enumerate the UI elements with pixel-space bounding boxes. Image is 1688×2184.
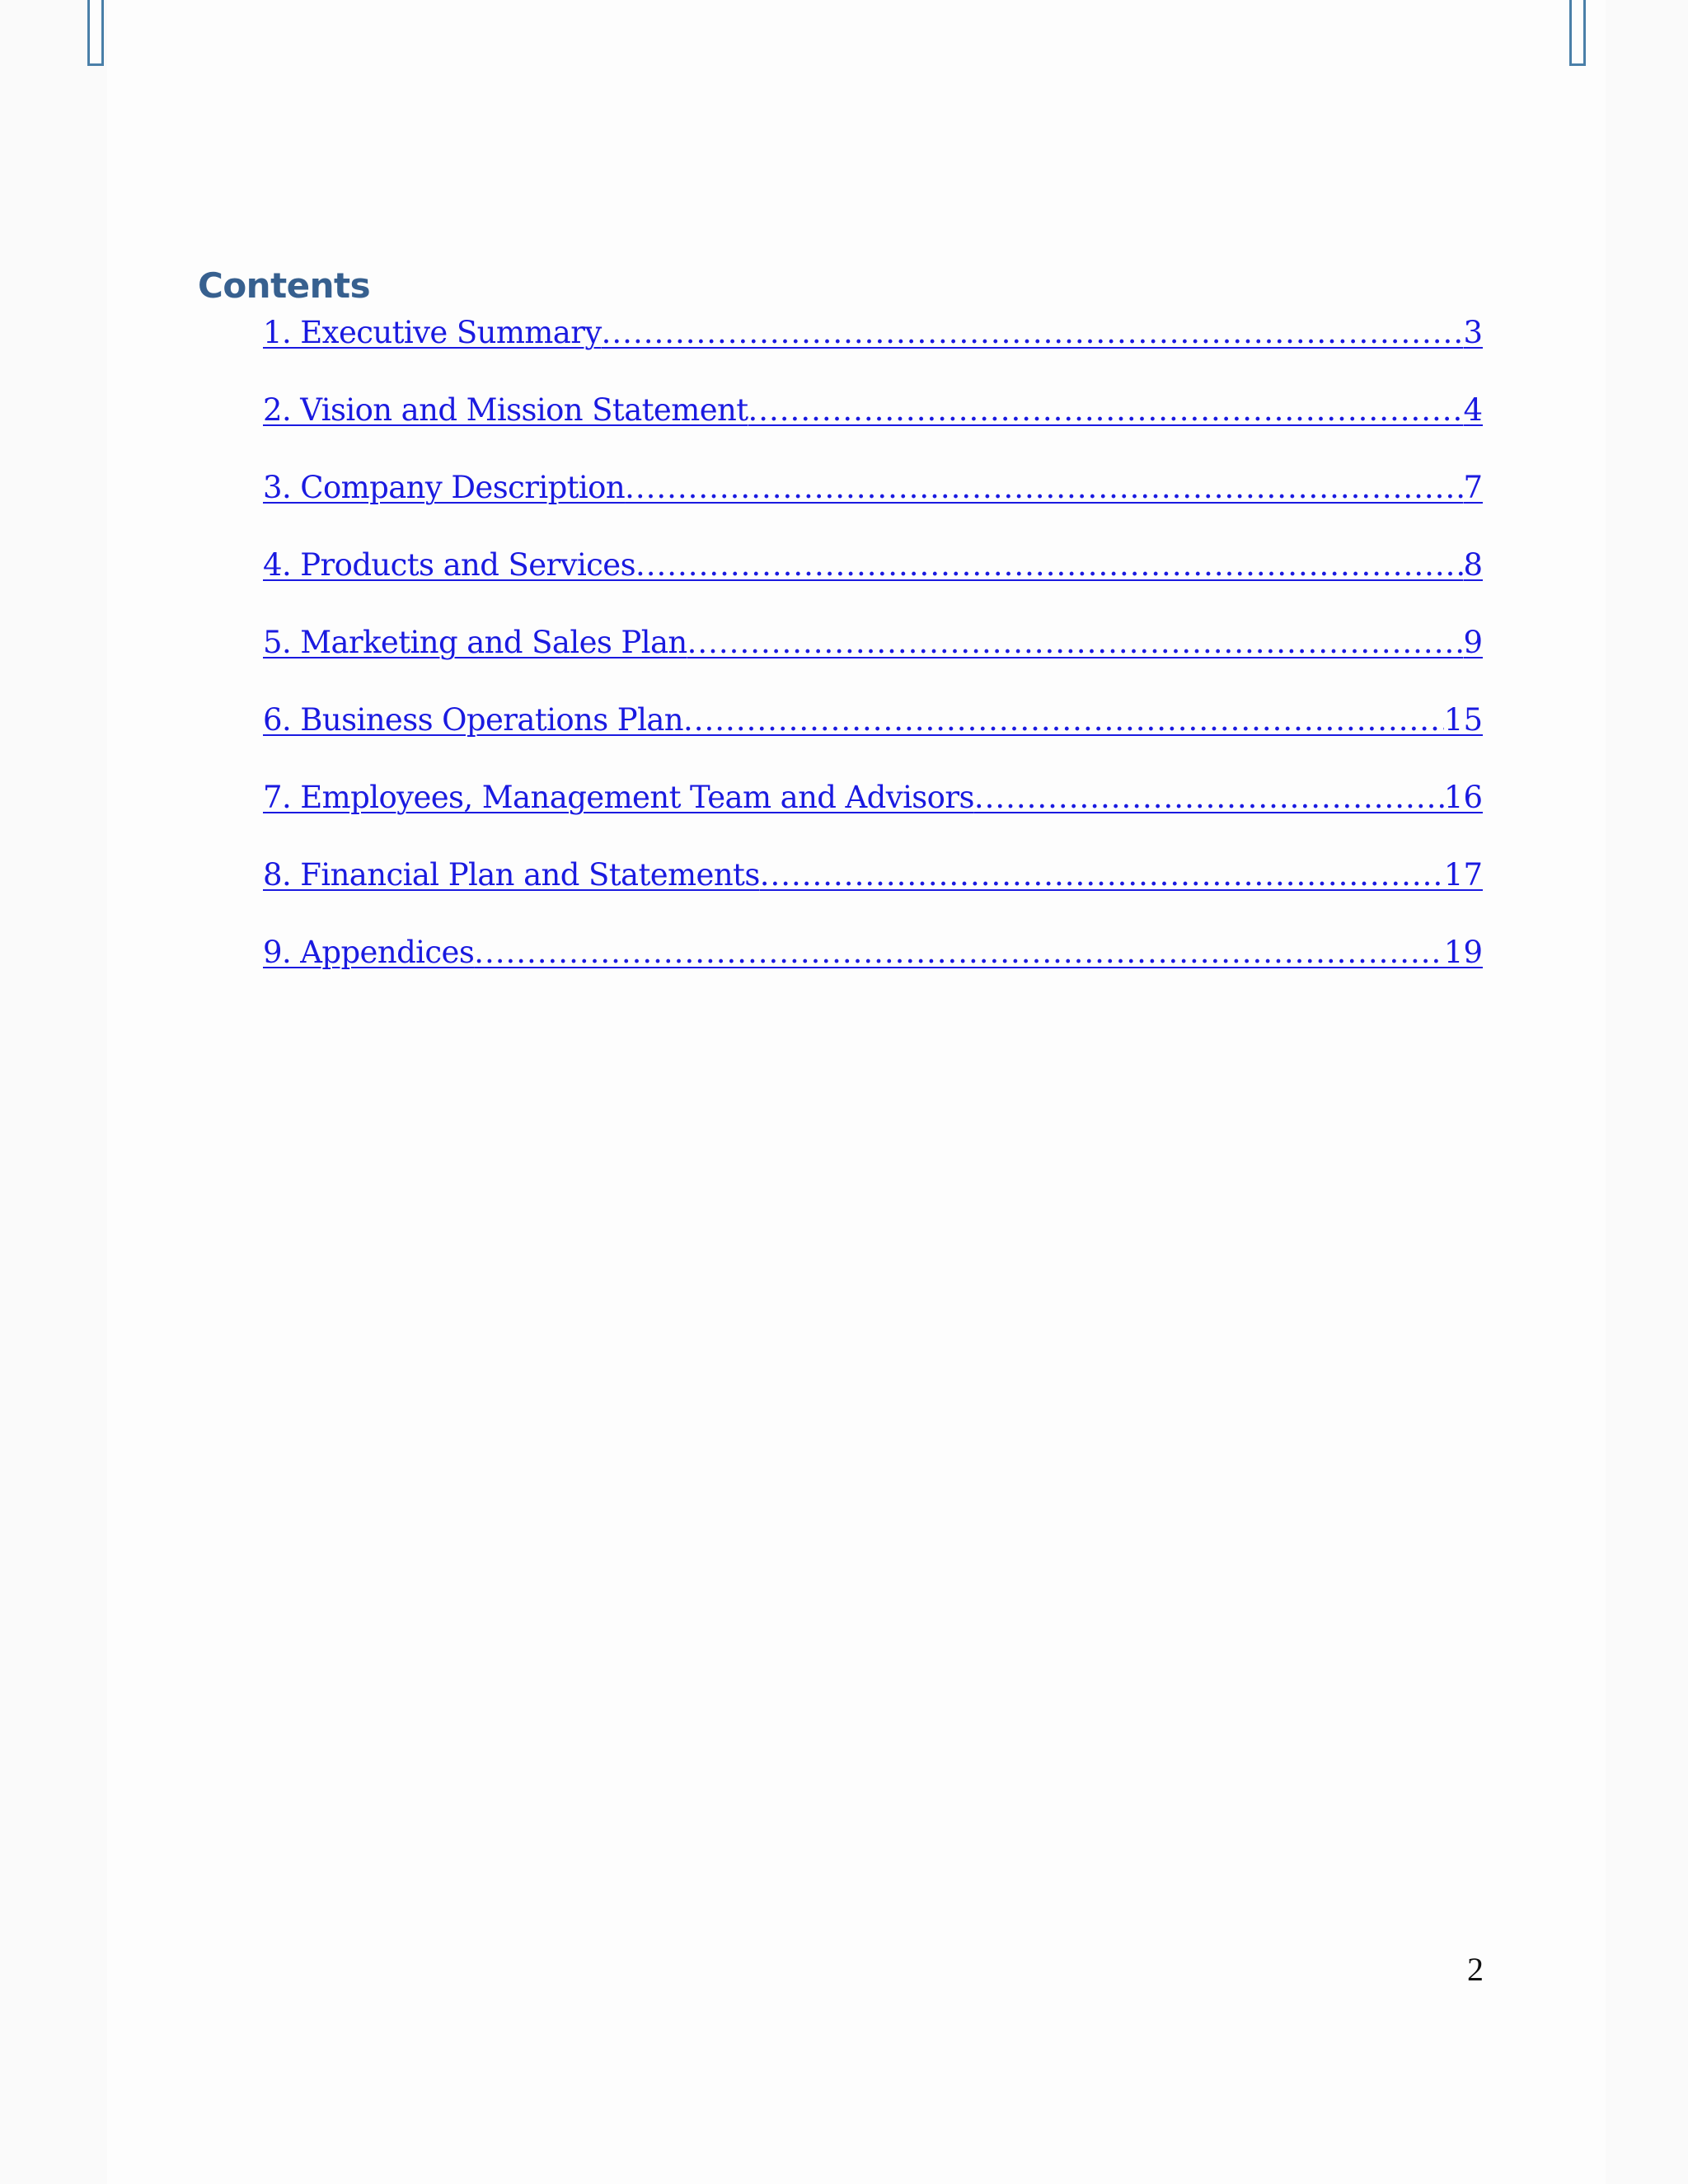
- toc-entry-title: 5. Marketing and Sales Plan: [263, 625, 687, 660]
- toc-entry-title: 7. Employees, Management Team and Advisors: [263, 780, 974, 815]
- toc-link-marketing-sales[interactable]: [263, 625, 1483, 660]
- toc-entry-page: 3: [1463, 315, 1483, 350]
- toc-entry: [263, 780, 1483, 857]
- toc-dot-leader: [635, 547, 1463, 583]
- toc-link-appendices[interactable]: [263, 935, 1483, 970]
- toc-dot-leader: [602, 315, 1464, 350]
- toc-heading: Contents: [198, 265, 371, 306]
- toc-entry: [263, 935, 1483, 1012]
- toc-entry-title: 3. Company Description: [263, 470, 626, 505]
- page-number: 2: [1467, 1951, 1484, 1988]
- toc-entry: [263, 470, 1483, 547]
- toc-dot-leader: [474, 935, 1444, 970]
- toc-entry-title: 4. Products and Services: [263, 547, 635, 583]
- toc-link-business-operations[interactable]: [263, 702, 1483, 738]
- toc-link-products-services[interactable]: [263, 547, 1483, 583]
- toc-link-financial-plan[interactable]: [263, 857, 1483, 893]
- toc-entry: [263, 702, 1483, 780]
- toc-entry-page: 16: [1443, 780, 1483, 815]
- toc-dot-leader: [748, 392, 1464, 428]
- page-margin-left: [0, 0, 107, 2184]
- toc-dot-leader: [687, 625, 1464, 660]
- toc-entry-page: 19: [1443, 935, 1483, 970]
- toc-entry-page: 8: [1463, 547, 1483, 583]
- toc-dot-leader: [974, 780, 1444, 815]
- toc-entry-page: 17: [1443, 857, 1483, 893]
- toc-entry-title: 6. Business Operations Plan: [263, 702, 684, 738]
- toc-entry: [263, 392, 1483, 470]
- toc-entry: [263, 547, 1483, 625]
- page-margin-right: [1606, 0, 1688, 2184]
- toc-entry: [263, 315, 1483, 392]
- toc-entry-page: 7: [1463, 470, 1483, 505]
- toc-dot-leader: [625, 470, 1463, 505]
- toc-dot-leader: [760, 857, 1444, 893]
- toc-entry-title: 1. Executive Summary: [263, 315, 602, 350]
- toc-link-company-description[interactable]: [263, 470, 1483, 505]
- toc-entry-page: 4: [1463, 392, 1483, 428]
- toc-entry: [263, 857, 1483, 935]
- toc-entry: [263, 625, 1483, 702]
- header-crop-mark-left: [87, 0, 104, 66]
- toc-dot-leader: [683, 702, 1444, 738]
- toc-entry-title: 8. Financial Plan and Statements: [263, 857, 760, 893]
- toc-entry-page: 15: [1443, 702, 1483, 738]
- toc-list: [263, 315, 1483, 1012]
- toc-entry-title: 9. Appendices: [263, 935, 475, 970]
- toc-link-executive-summary[interactable]: [263, 315, 1483, 350]
- toc-entry-page: 9: [1463, 625, 1483, 660]
- toc-entry-title: 2. Vision and Mission Statement: [263, 392, 748, 428]
- header-crop-mark-right: [1569, 0, 1586, 66]
- toc-link-employees-management[interactable]: [263, 780, 1483, 815]
- toc-link-vision-mission[interactable]: [263, 392, 1483, 428]
